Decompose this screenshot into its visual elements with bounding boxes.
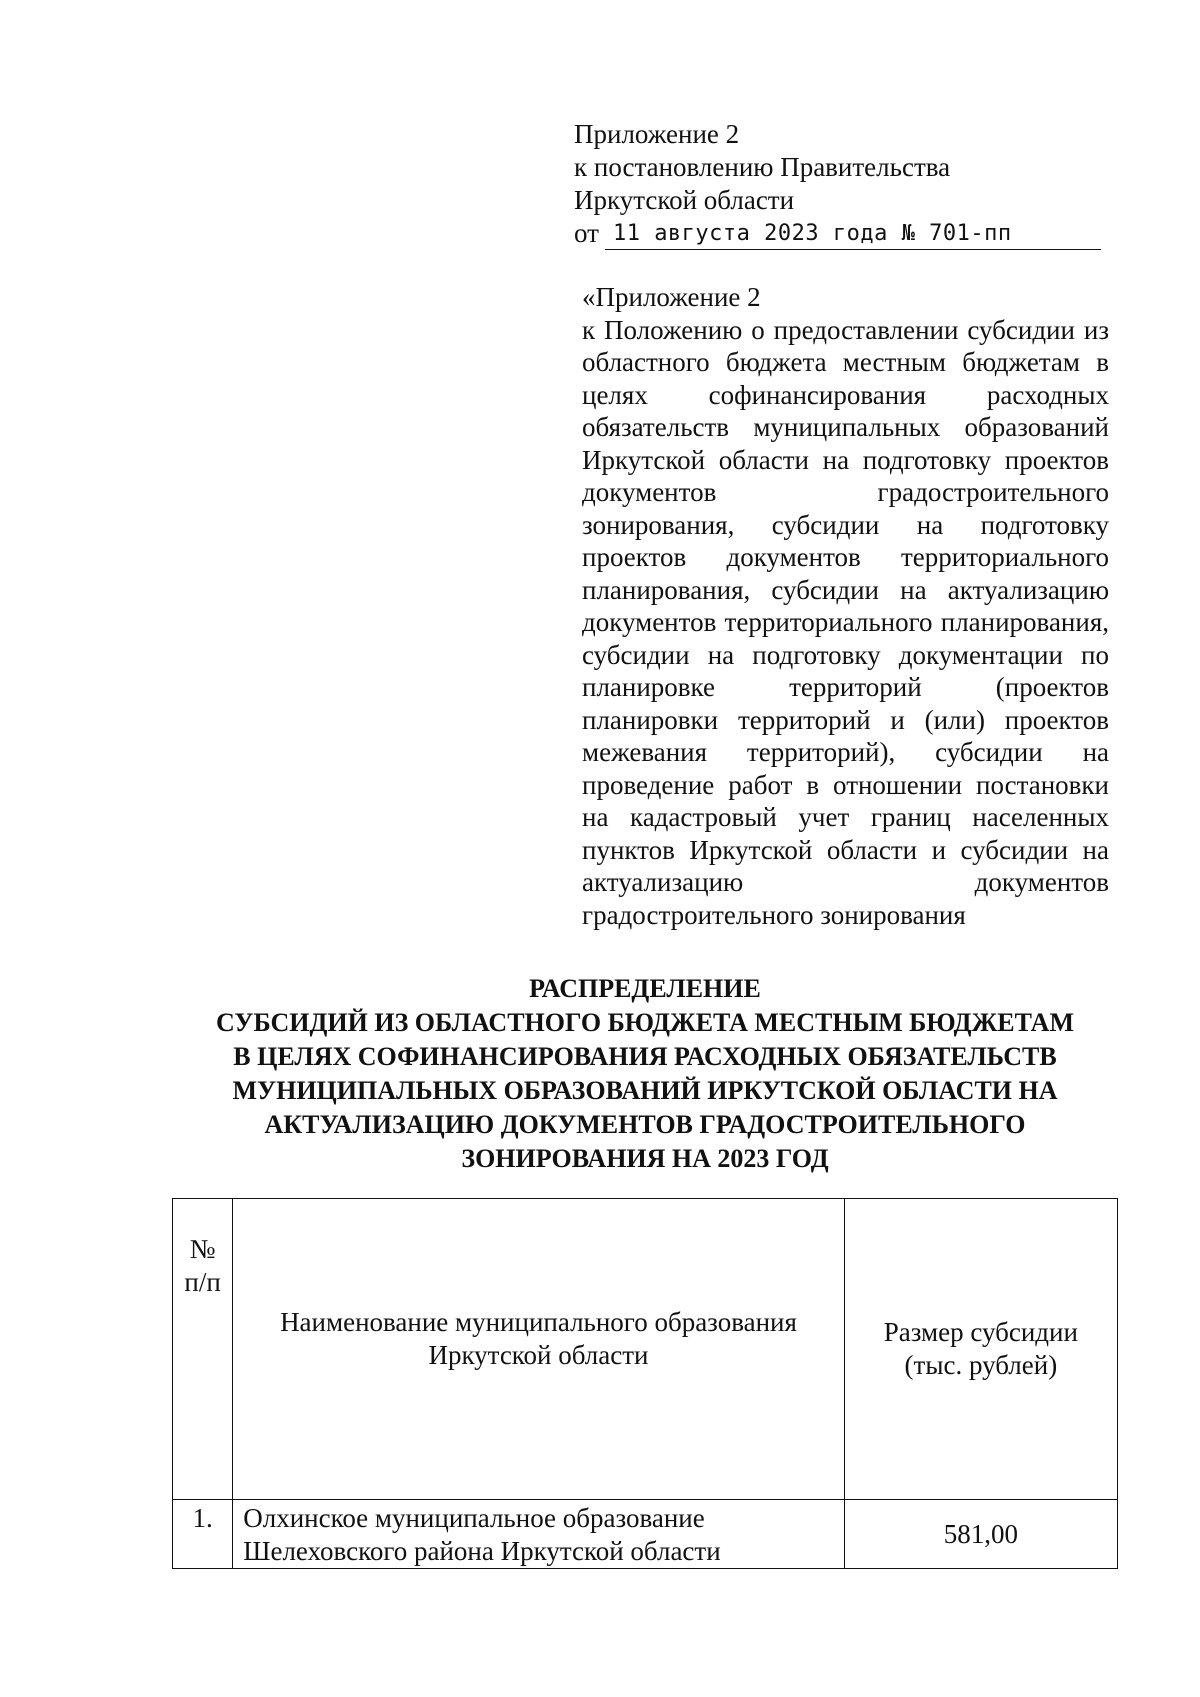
header-number-sign: №	[189, 1234, 216, 1264]
row-municipality-line2: Шелеховского района Иркутской области	[243, 1536, 721, 1566]
title-line: СУБСИДИЙ ИЗ ОБЛАСТНОГО БЮДЖЕТА МЕСТНЫМ БЮДЖЕТАМ	[216, 1008, 1074, 1037]
header-amount	[844, 1199, 1117, 1500]
title-line: РАСПРЕДЕЛЕНИЕ	[529, 974, 761, 1003]
subsidy-table	[172, 1198, 1118, 1569]
header-number	[173, 1199, 233, 1500]
attachment-header	[574, 118, 1114, 250]
row-municipality	[233, 1500, 845, 1569]
attachment-title: Приложение 2	[574, 119, 740, 149]
header-municipality	[233, 1199, 845, 1500]
header-amount-line1: Размер субсидии	[883, 1317, 1078, 1347]
title-line: АКТУАЛИЗАЦИЮ ДОКУМЕНТОВ ГРАДОСТРОИТЕЛЬНОГО	[264, 1110, 1026, 1139]
table-row	[173, 1500, 1118, 1569]
attachment-reference: к постановлению Правительства	[574, 152, 951, 182]
table-header-row	[173, 1199, 1118, 1500]
row-municipality-line1: Олхинское муниципальное образование	[243, 1503, 705, 1533]
row-amount: 581,00	[844, 1500, 1117, 1569]
row-number: 1.	[173, 1500, 233, 1569]
annex-heading: «Приложение 2	[582, 282, 761, 312]
document-title	[160, 972, 1130, 1176]
annex-text: к Положению о предоставлении субсидии из областного бюджета местным бюджетам в целях софинансирования расходных обязательств муниципальных образований Иркутской области на подготовку проектов документов градостроительного зонирования, субсидии на подготовку проектов документов территориального планирования, субсидии на актуализацию документов территориального планирования, субсидии на подготовку документации по планировке территорий (проектов планировки территорий и (или) проектов межевания территорий), субсидии на проведение работ в отношении постановки на кадастровый учет границ населенных пунктов Иркутской области и субсидии на актуализацию документов градостроительного зонирования	[582, 314, 1109, 930]
attachment-region: Иркутской области	[574, 185, 795, 215]
date-prefix: от	[574, 218, 599, 248]
title-line: МУНИЦИПАЛЬНЫХ ОБРАЗОВАНИЙ ИРКУТСКОЙ ОБЛАСТИ НА	[232, 1076, 1058, 1105]
resolution-date-number: 11 августа 2023 года № 701-пп	[605, 219, 1101, 250]
annex-block	[582, 281, 1109, 931]
header-municipality-line2: Иркутской области	[428, 1340, 649, 1370]
header-amount-line2: (тыс. рублей)	[904, 1350, 1058, 1380]
attachment-date-line	[574, 217, 1114, 250]
title-line: В ЦЕЛЯХ СОФИНАНСИРОВАНИЯ РАСХОДНЫХ ОБЯЗАТЕЛЬСТВ	[233, 1042, 1057, 1071]
header-municipality-line1: Наименование муниципального образования	[280, 1307, 797, 1337]
header-number-label: п/п	[184, 1267, 221, 1297]
title-line: ЗОНИРОВАНИЯ НА 2023 ГОД	[461, 1144, 829, 1173]
